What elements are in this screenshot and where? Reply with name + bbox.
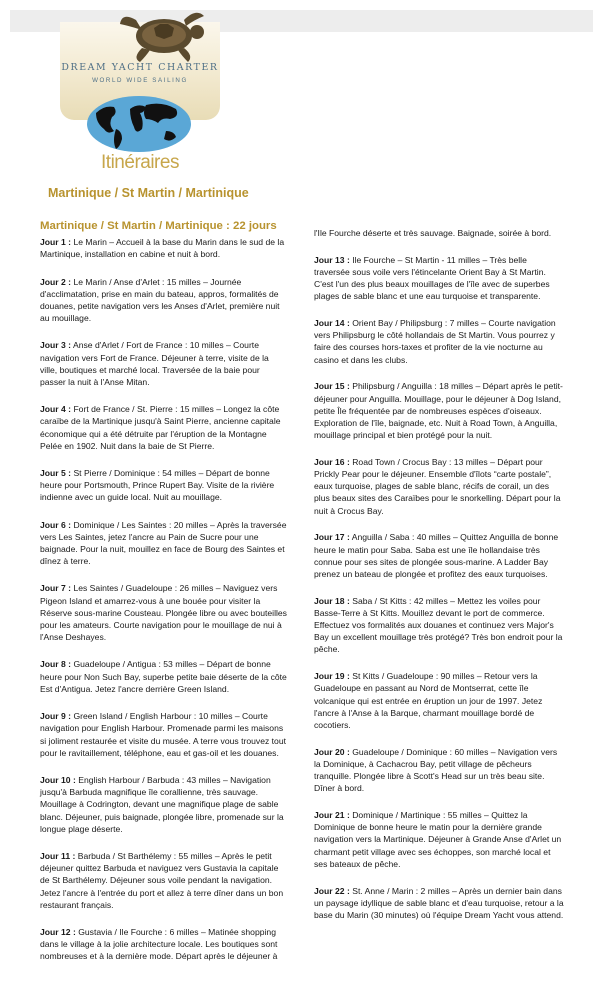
day-label: Jour 4 : xyxy=(40,404,72,415)
day-text: Dominique / Martinique : 55 milles – Quittez la Dominique de bonne heure le matin pour la dernière grande navigation vers la Martinique. Déjeuner à Grande Anse d'Arlet un charmant petit village avec ses échoppes, son marché local et ses bateaux de pêche. xyxy=(314,810,562,869)
day-entry xyxy=(40,467,287,504)
day-text: Guadeloupe / Antigua : 53 milles – Départ de bonne heure pour Non Such Bay, superbe petite baie déserte de la côte Est d'Antigua. Jetez l'ancre derrière Green Island. xyxy=(40,659,287,694)
day-label: Jour 14 : xyxy=(314,318,350,329)
day-label: Jour 6 : xyxy=(40,519,72,530)
day-text: Anse d'Arlet / Fort de France : 10 milles – Courte navigation vers Fort de France. Déjeuner à terre, visite de la ville, boutiques et marché local. Traversée de la baie pour passer la nuit à l'Anse Mitan. xyxy=(40,340,269,388)
day-label: Jour 18 : xyxy=(314,595,350,606)
day-text: English Harbour / Barbuda : 43 milles – Navigation jusqu'à Barbuda magnifique île corallienne, très sauvage. Mouillage à Codrington, devant une magnifique plage de sable blanc. Déjeuner, puis baignade, plongée libre, promenade sur la longue plage déserte. xyxy=(40,774,284,834)
day-text: Green Island / English Harbour : 10 milles – Courte navigation pour English Harbour. Promenade parmi les maisons si joliment restaurée et visite du musée. A terre vous trouvez tout pour le ravitaillement, téléphone, eau et gas-oil et les douanes. xyxy=(40,711,286,758)
day-entry xyxy=(40,519,287,568)
day-label: Jour 2 : xyxy=(40,276,72,287)
day-entry xyxy=(40,403,287,452)
day-label: Jour 22 : xyxy=(314,885,350,896)
day-entry xyxy=(40,339,287,388)
day-text: Saba / St Kitts : 42 milles – Mettez les voiles pour Basse-Terre à St Kitts. Mouillez devant le port de commerce. Effectuez vos formalités aux douanes et continuez vers Major's Bay un excellent mouillage très protégé? Très bon endroit pour la pêche. xyxy=(314,595,563,655)
day-text: St. Anne / Marin : 2 milles – Après un dernier bain dans un paysage idyllique de sable blanc et d'eau turquoise, retour a la base du Marin (30 minutes) où l'équipe Dream Yacht vous attend. xyxy=(314,885,564,920)
day-text: Barbuda / St Barthélemy : 55 milles – Après le petit déjeuner quittez Barbuda et naviguez vers Gustavia la capitale de St Barthélemy. Déjeuner sous voile pendant la navigation. Jetez l'ancre à l'entrée du port et allez à terre dîner dans un bon restaurant français. xyxy=(40,850,284,910)
day-entry xyxy=(40,710,287,759)
day-entry xyxy=(40,926,287,963)
day-entry xyxy=(40,582,287,643)
brand-tagline: WORLD WIDE SAILING xyxy=(92,77,188,84)
day-text: Dominique / Les Saintes : 20 milles – Après la traversée vers Les Saintes, jetez l'ancre au Pain de Sucre pour une baignade. Pour la nuit, mouillez en face de Bourg des Saintes et dînez à terre. xyxy=(40,519,287,567)
turtle-logo-icon xyxy=(118,6,210,64)
day-text: Ile Fourche – St Martin - 11 milles – Très belle traversée sous voile vers l'étincelante Orient Bay à St Martin. C'est l'un des plus beaux mouillages de l'île avec de superbes plages de sable blanc et une eau turquoise et transparente. xyxy=(314,254,550,302)
day-entry xyxy=(40,850,287,911)
day-text: Fort de France / St. Pierre : 15 milles – Longez la côte caraïbe de la Martinique jusqu'à Saint Pierre, ancienne capitale économique qui a été détruite par l'éruption de la Montagne Pelée en 1902. Nuit dans la baie de St Pierre. xyxy=(40,404,281,451)
day-label: Jour 3 : xyxy=(40,340,72,351)
day-label: Jour 8 : xyxy=(40,659,72,670)
day-text: Les Saintes / Guadeloupe : 26 milles – Naviguez vers Pigeon Island et amarrez-vous à une bouée pour visiter la Réserve sous-marine Cousteau. Plongée libre ou avec bouteilles pour les amateurs. Courte navigation pour le mouillage de nui à l'Anse Deshayes. xyxy=(40,583,287,643)
itinerary-title: Martinique / St Martin / Martinique : 22 jours xyxy=(40,220,277,232)
day-entry xyxy=(40,276,287,325)
day-entry xyxy=(314,885,564,922)
day-text: Le Marin – Accueil à la base du Marin dans le sud de la Martinique, installation en cabine et nuit à bord. xyxy=(40,237,285,260)
day-entry xyxy=(314,456,564,517)
day-label: Jour 1 : xyxy=(40,237,72,248)
brand-name: DREAM YACHT CHARTER xyxy=(61,62,219,73)
day-entry xyxy=(314,809,564,870)
day-label: Jour 16 : xyxy=(314,456,350,467)
day-text: St Pierre / Dominique : 54 milles – Départ de bonne heure pour Portsmouth, Prince Rupert Bay. Visite de la rivière indienne avec un guide local. Nuit au mouillage. xyxy=(40,468,275,503)
day-entry xyxy=(40,236,287,260)
day-label: Jour 15 : xyxy=(314,381,350,392)
day-label: Jour 10 : xyxy=(40,774,76,785)
day-entry xyxy=(314,531,564,580)
day-text: Gustavia / Ile Fourche : 6 milles – Matinée shopping dans le village à la jolie architecture locale. Les boutiques sont nombreuses et à la dernière mode. Départ après le déjeuner à xyxy=(40,926,278,962)
day-entry xyxy=(314,746,564,795)
day-label: Jour 5 : xyxy=(40,468,72,479)
itinerary-left-column xyxy=(40,220,287,978)
route-heading: Martinique / St Martin / Martinique xyxy=(48,186,249,200)
day-continuation: l'Ile Fourche déserte et très sauvage. Baignade, soirée à bord. xyxy=(314,228,552,238)
day-text: Philipsburg / Anguilla : 18 milles – Départ après le petit-déjeuner pour Anguilla. Mouillage, pour le déjeuner à Dog Island, petite Île fréquentée par de nombreuses espèces d'oiseaux. Exploration de l'île, baignade, etc. Nuit à Road Town, à Anguilla, mouillage principal et bien protégé pour la nuit. xyxy=(314,381,563,441)
day-label: Jour 17 : xyxy=(314,532,350,543)
day-label: Jour 12 : xyxy=(40,926,76,937)
day-label: Jour 19 : xyxy=(314,671,350,682)
world-globe-icon xyxy=(86,95,192,153)
day-label: Jour 7 : xyxy=(40,583,72,594)
day-entry xyxy=(314,254,564,303)
day-entry xyxy=(314,317,564,366)
day-label: Jour 13 : xyxy=(314,254,350,265)
day-text: Orient Bay / Philipsburg : 7 milles – Courte navigation vers Philipsburg le côté hollandais de St Martin. Vous pourrez y faire des courses hors-taxes et profiter de la vie nocturne au casino et dans les clubs. xyxy=(314,318,556,365)
day-entry xyxy=(314,380,564,441)
day-text: Road Town / Crocus Bay : 13 milles – Départ pour Prickly Pear pour le déjeuner. Ensemble d'îlots “carte postale”, eaux turquoise, plages de sable blanc, récifs de corail, un des plus beaux sites des Caraïbes pour le snorkelling. Départ pour la nuit à Crocus Bay. xyxy=(314,456,561,516)
day-label: Jour 21 : xyxy=(314,810,350,821)
day-entry xyxy=(40,774,287,835)
day-label: Jour 20 : xyxy=(314,746,350,757)
itinerary-right-column xyxy=(314,227,564,936)
day-entry xyxy=(40,658,287,695)
day-text: St Kitts / Guadeloupe : 90 milles – Retour vers la Guadeloupe en passant au Nord de Montserrat, cette île volcanique qui est entrée en éruption un jour de 1997. Jetez l'ancre à l'Anse à la Barque, charmant mouillage bordé de cocotiers. xyxy=(314,671,543,730)
day-label: Jour 11 : xyxy=(40,850,76,861)
day-text: Guadeloupe / Dominique : 60 milles – Navigation vers la Dominique, à Cachacrou Bay, petit village de pêcheurs tranquille. Plongée libre à Scott's Head sur un très beau site. Dîner à bord. xyxy=(314,746,558,794)
day-label: Jour 9 : xyxy=(40,711,72,722)
day-entry xyxy=(314,595,564,656)
day-entry xyxy=(314,670,564,731)
day-text: Le Marin / Anse d'Arlet : 15 milles – Journée d'acclimatation, prise en main du bateau, appros, formalités de douanes, petite navigation vers les Anses d'Arlet, première nuit au mouillage. xyxy=(40,276,280,324)
section-title: Itinéraires xyxy=(101,152,179,173)
day-text: Anguilla / Saba : 40 milles – Quittez Anguilla de bonne heure le matin pour Saba. Saba est une île hollandaise très connue pour ses sites de plongée sous-marine. A Ladder Bay prenez un bateau de plongée et profitez des eaux turquoises. xyxy=(314,532,559,579)
